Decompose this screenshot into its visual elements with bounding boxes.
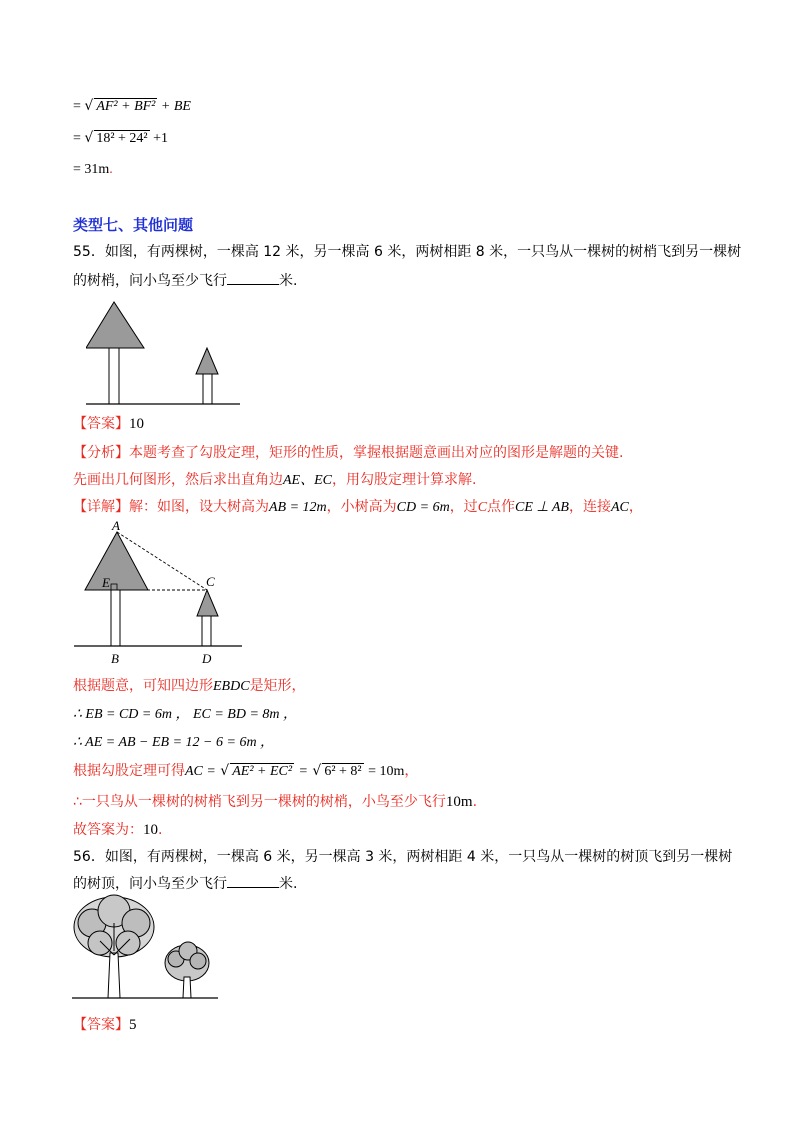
q56-answer bbox=[73, 1014, 137, 1034]
detail-text: 点作 bbox=[487, 499, 516, 515]
derivation-line-1: = √ AF² + BF² + BE bbox=[73, 98, 191, 114]
big-leafy-tree bbox=[74, 895, 154, 998]
small-leafy-tree bbox=[165, 942, 209, 998]
detail-text: ，小树高为 bbox=[326, 499, 397, 515]
q55-step-3: ∴ AE = AB − EB = 12 − 6 = 6m ， bbox=[73, 735, 275, 750]
detail-math: AC bbox=[610, 500, 629, 515]
answer-blank bbox=[227, 270, 279, 285]
analysis-text: 本题考查了勾股定理，矩形的性质，掌握根据题意画出对应的图形是解题的关键. bbox=[129, 445, 624, 461]
q55-answer bbox=[73, 413, 144, 433]
radicand: AF² + BF² bbox=[96, 99, 156, 114]
small-tree-crown bbox=[196, 348, 218, 374]
detail-math: C bbox=[477, 500, 488, 515]
q56-text-part: 的树顶，问小鸟至少飞行 bbox=[73, 876, 227, 892]
step-math: EBDC bbox=[213, 679, 250, 694]
step-text: ， bbox=[404, 763, 419, 779]
equals-sign: = bbox=[73, 99, 81, 114]
q55-tree-figure bbox=[86, 300, 246, 408]
detail-math: CE ⊥ AB bbox=[515, 500, 569, 515]
big-tree-trunk bbox=[111, 590, 120, 646]
q55-solution-diagram bbox=[70, 520, 260, 668]
label-a: A bbox=[112, 520, 120, 533]
result-value: = 31m bbox=[73, 162, 110, 177]
analysis-text: 先画出几何图形，然后求出直角边 bbox=[73, 472, 283, 488]
q56-text-unit: 米. bbox=[279, 876, 298, 892]
answer-value: 10 bbox=[129, 416, 144, 432]
step-math: 10m bbox=[445, 794, 473, 810]
detail-math: CD = 6m bbox=[396, 500, 450, 515]
q55-step-4: 根据勾股定理可得AC = √ AE² + EC² = √ 6² + 8² = 10m， bbox=[73, 763, 419, 779]
big-tree-crown bbox=[86, 302, 144, 348]
step-math: = bbox=[298, 764, 308, 779]
small-tree-crown bbox=[197, 590, 218, 616]
step-math: = 10m bbox=[368, 764, 405, 779]
answer-tag: 【答案】 bbox=[73, 416, 129, 432]
expression-tail: + BE bbox=[160, 99, 191, 114]
step-text: ∴一只鸟从一棵树的树梢飞到另一棵树的树梢，小鸟至少飞行 bbox=[73, 794, 446, 810]
small-tree-trunk bbox=[202, 616, 211, 646]
step-text: 根据题意，可知四边形 bbox=[73, 678, 213, 694]
q56-tree-figure bbox=[70, 893, 220, 1005]
step-math: AC = bbox=[185, 764, 216, 779]
detail-text: ， bbox=[628, 499, 643, 515]
step-text: 故答案为： bbox=[73, 822, 143, 838]
answer-value: 5 bbox=[129, 1017, 137, 1033]
answer-blank bbox=[227, 873, 279, 888]
detail-text: ，连接 bbox=[568, 499, 611, 515]
section-heading: 类型七、其他问题 bbox=[73, 216, 194, 234]
q55-text-line-2 bbox=[73, 270, 297, 290]
analysis-tag: 【分析】 bbox=[73, 445, 129, 461]
detail-text: ，过 bbox=[449, 499, 478, 515]
detail-tag: 【详解】 bbox=[73, 499, 129, 515]
q55-step-1 bbox=[73, 675, 306, 695]
q55-text-unit: 米. bbox=[279, 273, 298, 289]
label-d: D bbox=[202, 651, 212, 666]
q55-analysis bbox=[73, 442, 623, 462]
small-tree-trunk bbox=[203, 374, 212, 404]
q55-text-part: 的树梢，问小鸟至少飞行 bbox=[73, 273, 227, 289]
derivation-line-3 bbox=[73, 162, 113, 178]
q55-text-line-1: 55．如图，有两棵树，一棵高 12 米，另一棵高 6 米，两树相距 8 米，一只鸟从一棵树的树梢飞到另一棵树 bbox=[73, 244, 742, 260]
q55-step-6 bbox=[73, 819, 162, 839]
radicand: 18² + 24² bbox=[96, 131, 148, 146]
label-b: B bbox=[111, 651, 119, 666]
q55-step-2: ∴ EB = CD = 6m ， EC = BD = 8m ， bbox=[73, 707, 298, 722]
step-text: 根据勾股定理可得 bbox=[73, 763, 185, 779]
answer-tag: 【答案】 bbox=[73, 1017, 129, 1033]
analysis-math: AE、EC bbox=[283, 473, 332, 488]
step-text: . bbox=[158, 822, 163, 838]
big-tree-trunk bbox=[109, 348, 119, 404]
step-text: . bbox=[472, 794, 478, 810]
step-text: 是矩形， bbox=[249, 678, 306, 694]
radicand: 6² + 8² bbox=[324, 764, 362, 779]
q55-analysis-line-2 bbox=[73, 469, 476, 489]
detail-text: 解：如图，设大树高为 bbox=[129, 499, 269, 515]
derivation-line-2: = √ 18² + 24² +1 bbox=[73, 130, 169, 146]
q55-detail bbox=[73, 496, 643, 516]
equals-sign: = bbox=[73, 131, 81, 146]
q55-step-5 bbox=[73, 791, 477, 811]
period-mark: . bbox=[109, 162, 113, 177]
detail-math: AB = 12m bbox=[269, 500, 327, 515]
label-e: E bbox=[102, 575, 110, 590]
step-math: 10 bbox=[143, 822, 158, 838]
label-c: C bbox=[206, 574, 215, 589]
big-tree-crown bbox=[85, 532, 148, 590]
q56-text-line-2 bbox=[73, 873, 297, 893]
analysis-text: ，用勾股定理计算求解. bbox=[332, 472, 477, 488]
expression-tail: +1 bbox=[153, 131, 169, 146]
q56-text-line-1: 56．如图，有两棵树，一棵高 6 米，另一棵高 3 米，两树相距 4 米，一只鸟从一棵树的树顶飞到另一棵树 bbox=[73, 849, 733, 865]
radicand: AE² + EC² bbox=[232, 764, 293, 779]
